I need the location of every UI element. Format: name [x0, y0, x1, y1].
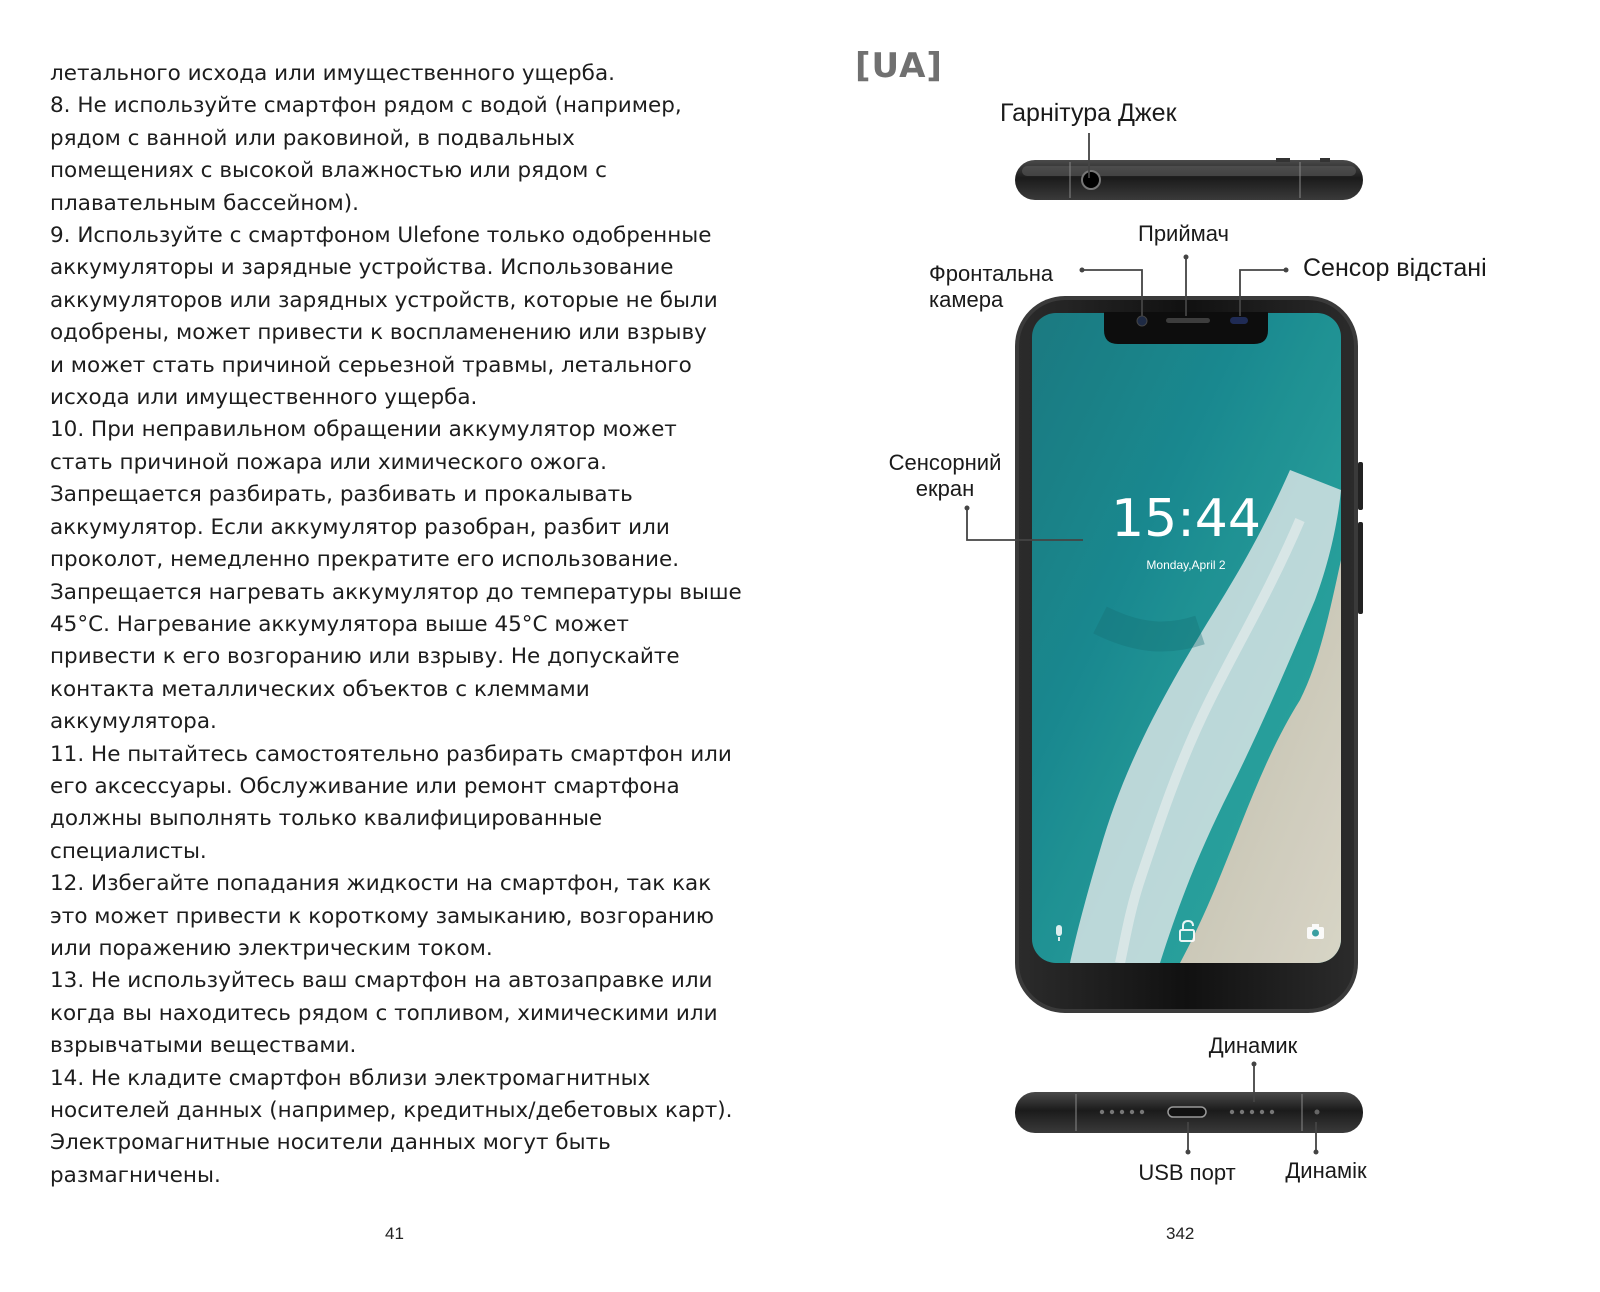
volume-button [1358, 462, 1363, 510]
label-touch-screen-1: Сенсорний [888, 450, 1002, 475]
text-line: или поражению электрическим током. [50, 935, 493, 961]
text-line: летального исхода или имущественного ущерба. [50, 61, 615, 86]
text-line: исхода или имущественного ущерба. [50, 385, 478, 411]
text-line: 14. Не кладите смартфон вблизи электромагнитных [50, 1065, 651, 1091]
front-camera-lens [1137, 316, 1147, 326]
text-line: специалисты. [50, 838, 207, 864]
text-line: 11. Не пытайтесь самостоятельно разбирать смартфон или [50, 741, 732, 767]
usb-port-shape [1168, 1107, 1206, 1117]
headset-jack-hole [1082, 171, 1100, 189]
text-line: 9. Используйте с смартфоном Ulefone только одобренные [50, 223, 712, 249]
label-headset-jack: Гарнітура Джек [1000, 99, 1177, 127]
text-line: помещениях с высокой влажностью или рядом с [50, 158, 607, 184]
text-line: это может привести к короткому замыканию, возгоранию [50, 903, 714, 929]
phone-bottom-edge [1015, 1092, 1363, 1133]
text-line: привести к его возгоранию или взрыву. Не допускайте [50, 644, 680, 670]
text-line: одобрены, может привести к воспламенению или взрыву [50, 320, 707, 346]
proximity-sensor [1230, 317, 1248, 324]
phone-front [1015, 296, 1363, 1013]
label-receiver: Приймач [1138, 221, 1229, 246]
touch-screen [1032, 313, 1341, 963]
label-usb-port: USB порт [1138, 1160, 1236, 1185]
lockscreen-date: Monday,April 2 [1146, 558, 1226, 572]
text-line: аккумуляторов или зарядных устройств, которые не были [50, 287, 718, 313]
text-line: размагничены. [50, 1162, 221, 1188]
text-line: взрывчатыми веществами. [50, 1033, 357, 1059]
text-line: рядом с ванной или раковиной, в подвальных [50, 125, 575, 151]
text-line: и может стать причиной серьезной травмы, летального [50, 352, 692, 378]
receiver-grille [1166, 318, 1210, 323]
text-line: его аксессуары. Обслуживание или ремонт смартфона [50, 773, 680, 799]
text-line: аккумулятора. [50, 709, 217, 735]
text-line: когда вы находитесь рядом с топливом, химическими или [50, 1000, 718, 1026]
notch [1104, 312, 1268, 344]
text-line: должны выполнять только квалифицированные [50, 806, 603, 832]
text-line: 8. Не используйте смартфон рядом с водой (например, [50, 93, 682, 119]
label-speaker-bottom: Динамік [1285, 1158, 1367, 1183]
text-line: Запрещается разбирать, разбивать и прокалывать [50, 482, 633, 508]
lockscreen-time: 15:44 [1111, 489, 1261, 549]
text-line: плавательным бассейном). [50, 190, 359, 216]
language-tag: [UA] [855, 46, 943, 86]
phone-top-edge [1015, 158, 1363, 200]
text-line: аккумуляторы и зарядные устройства. Использование [50, 255, 674, 281]
label-front-camera-1: Фронтальна [929, 261, 1054, 286]
text-line: носителей данных (например, кредитных/дебетовых карт). [50, 1098, 733, 1123]
text-line: контакта металлических объектов с клеммами [50, 676, 590, 702]
text-line: проколот, немедленно прекратите его использование. [50, 547, 680, 573]
label-front-camera-2: камера [929, 287, 1004, 312]
label-touch-screen-2: екран [915, 476, 975, 501]
text-line: Запрещается нагревать аккумулятор до температуры выше [50, 579, 742, 605]
text-line: 10. При неправильном обращении аккумулятор может [50, 417, 677, 443]
page-number-right: 342 [1166, 1224, 1195, 1243]
text-line: 12. Избегайте попадания жидкости на смартфон, так как [50, 871, 712, 897]
power-button [1358, 522, 1363, 614]
text-line: 45°C. Нагревание аккумулятора выше 45°C может [50, 611, 629, 637]
label-proximity-sensor: Сенсор відстані [1303, 254, 1487, 282]
label-speaker-top: Динамик [1208, 1033, 1298, 1058]
text-line: 13. Не используйтесь ваш смартфон на автозаправке или [50, 968, 713, 994]
text-line: аккумулятор. Если аккумулятор разобран, разбит или [50, 514, 670, 540]
page-number-left: 41 [385, 1224, 404, 1243]
text-line: Электромагнитные носители данных могут быть [50, 1130, 611, 1156]
text-line: стать причиной пожара или химического ожога. [50, 449, 607, 475]
